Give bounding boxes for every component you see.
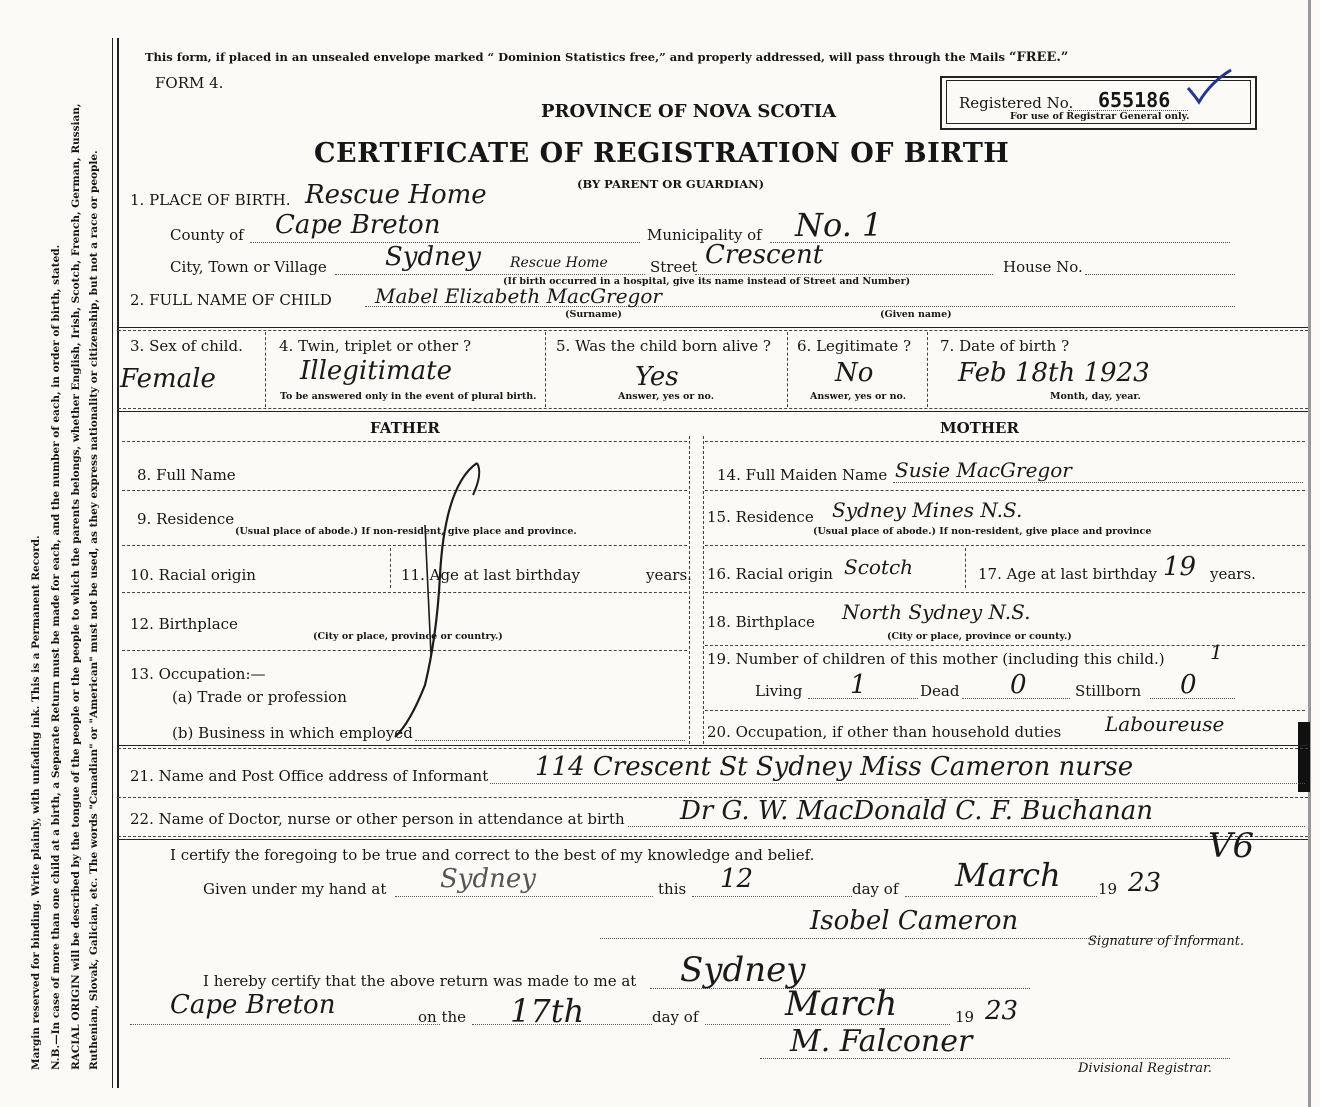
row3-top-dash [118,330,1308,331]
street-label: Street [650,258,698,276]
doctor-value: Dr G. W. MacDonald C. F. Buchanan [680,796,1153,826]
registrar-signature-label: Divisional Registrar. [1078,1061,1212,1076]
registrar-place: Sydney [680,950,806,990]
month-value: March [955,856,1061,894]
father-full-name-label: 8. Full Name [137,466,236,484]
registered-note: For use of Registrar General only. [1010,111,1190,122]
mother-racial-label: 16. Racial origin [707,565,833,583]
mail-note: This form, if placed in an unsealed envelope marked “ Dominion Statistics free,” and properly addressed, will pass through the Mails “FREE.” [145,50,1069,65]
row3-bottom-rule [118,411,1308,412]
street-value: Crescent [705,240,824,270]
year-value: 23 [1128,868,1162,898]
place-of-birth-label: 1. PLACE OF BIRTH. [130,191,291,209]
informant-signature-label: Signature of Informant. [1088,934,1245,949]
father-trade-label: (a) Trade or profession [172,688,347,706]
informant-value: 114 Crescent St Sydney Miss Cameron nurse [535,752,1134,782]
mother-rule-1 [705,490,1305,491]
mother-age-label: 17. Age at last birthday [978,565,1157,583]
certify-statement: I certify the foregoing to be true and correct to the best of my knowledge and belief. [170,846,815,864]
father-birthplace-label: 12. Birthplace [130,615,238,633]
registrar-signature: M. Falconer [790,1024,973,1059]
stillborn-label: Stillborn [1075,682,1142,700]
sex-label: 3. Sex of child. [130,337,243,355]
mother-rule-2 [705,545,1305,546]
father-heading: FATHER [370,419,440,437]
registrar-county-line [130,1024,440,1025]
city-extra: Rescue Home [510,255,608,271]
city-line [335,274,645,275]
twin-value: Illegitimate [300,356,453,386]
mother-occupation-value: Laboureuse [1105,712,1225,736]
mother-maiden-label: 14. Full Maiden Name [717,466,888,484]
registered-number: 655186 [1098,88,1171,112]
mother-occupation-label: 20. Occupation, if other than household duties [707,723,1062,741]
mother-rule-3 [705,592,1305,593]
registrar-year-prefix: 19 [955,1008,975,1026]
registrar-day: 17th [510,992,585,1030]
province-title: PROVINCE OF NOVA SCOTIA [541,101,837,122]
informant-top-rule [118,745,1308,746]
dob-value: Feb 18th 1923 [958,358,1150,388]
margin-note-4: Ruthenian, Slovak, Galician, etc. The words "Canadian" or "American" must not be used, as they express nationality or citizenship, but not a race or people. [88,150,100,1070]
given-place: Sydney [440,864,536,894]
mother-birthplace-label: 18. Birthplace [707,613,815,631]
mother-age-value: 19 [1163,552,1197,582]
mother-years-label: years. [1210,565,1256,583]
place-of-birth-value: Rescue Home [305,180,487,210]
registrar-on-label: on the [418,1008,467,1026]
house-line [1085,274,1235,275]
legit-value: No [835,358,874,388]
registrar-month: March [785,984,898,1024]
doctor-label: 22. Name of Doctor, nurse or other person in attendance at birth [130,810,625,828]
legit-label: 6. Legitimate ? [797,337,912,355]
month-line [905,896,1097,897]
mother-children-value: 1 [1210,640,1223,664]
alive-value: Yes [635,362,679,392]
margin-note-1: Margin reserved for binding. Write plainly, with unfading ink. This is a Permanent Record. [30,535,42,1070]
doctor-bottom-dash [118,836,1308,837]
row3-div-3 [787,332,788,407]
living-label: Living [755,682,803,700]
registrar-statement: I hereby certify that the above return was made to me at [203,972,637,990]
mother-age-divider [965,548,966,588]
column-divider-2 [703,436,704,744]
this-label: this [658,880,687,898]
twin-label: 4. Twin, triplet or other ? [279,337,471,355]
day-line [692,896,852,897]
row3-div-4 [927,332,928,407]
checkmark-icon [1185,66,1235,106]
municipality-value: No. 1 [795,206,883,244]
house-label: House No. [1003,258,1083,276]
father-heading-rule [122,441,687,442]
mother-racial-value: Scotch [844,555,914,579]
column-divider-1 [689,436,690,744]
mother-residence-value: Sydney Mines N.S. [832,498,1023,522]
father-occupation-label: 13. Occupation:— [130,665,266,683]
margin-rule [112,38,113,1088]
twin-note: To be answered only in the event of plural birth. [280,391,537,402]
hospital-note: (If birth occurred in a hospital, give its name instead of Street and Number) [503,276,911,287]
mother-heading-rule [705,441,1305,442]
city-label: City, Town or Village [170,258,327,276]
mother-residence-label: 15. Residence [707,508,814,526]
margin-note-2: N.B.—In case of more than one child at a birth, a Separate Return must be made for each, and the number of each, in order of birth, stated. [50,244,62,1070]
stillborn-value: 0 [1180,670,1197,700]
county-value: Cape Breton [275,210,441,240]
mother-birthplace-value: North Sydney N.S. [842,600,1031,624]
registrar-county: Cape Breton [170,990,336,1020]
certificate-title: CERTIFICATE OF REGISTRATION OF BIRTH [314,138,1010,169]
mother-maiden-line [893,482,1303,483]
dead-value: 0 [1010,670,1027,700]
alive-note: Answer, yes or no. [618,391,715,402]
municipality-label: Municipality of [647,226,762,244]
doctor-bottom-rule [118,839,1308,840]
given-name-note: (Given name) [880,309,952,320]
registered-label: Registered No. [959,94,1074,112]
surname-note: (Surname) [565,309,622,320]
form-number: FORM 4. [155,74,224,92]
mother-maiden-value: Susie MacGregor [895,458,1072,482]
row3-bottom-dash [118,408,1308,409]
dob-label: 7. Date of birth ? [940,337,1070,355]
registrar-year: 23 [985,996,1019,1026]
dob-note: Month, day, year. [1050,391,1141,402]
informant-label: 21. Name and Post Office address of Informant [130,767,489,785]
city-value: Sydney [385,242,481,272]
mother-rule-5 [705,710,1305,711]
father-age-label: 11. Age at last birthday [401,566,580,584]
right-edge [1308,0,1311,1107]
given-line [395,896,653,897]
alive-label: 5. Was the child born alive ? [556,337,771,355]
county-label: County of [170,226,244,244]
child-name-value: Mabel Elizabeth MacGregor [375,284,662,308]
binding-mark [1298,722,1310,792]
street-line [695,274,993,275]
father-years-label: years. [646,566,692,584]
mother-residence-note: (Usual place of abode.) If non-resident, give place and province [813,526,1152,537]
mother-heading: MOTHER [940,419,1019,437]
mother-birthplace-note: (City or place, province or county.) [887,631,1072,642]
day-of-label: day of [852,880,899,898]
dead-label: Dead [920,682,960,700]
informant-top-dash [118,748,1308,749]
day-value: 12 [720,864,754,894]
mother-children-label: 19. Number of children of this mother (including this child.) [707,650,1165,668]
father-strike-mark [365,455,505,745]
given-label: Given under my hand at [203,880,387,898]
v6-mark: V6 [1208,826,1255,866]
registrar-day-of-label: day of [652,1008,699,1026]
certificate-subtitle: (BY PARENT OR GUARDIAN) [577,177,765,191]
father-business-label: (b) Business in which employed [172,724,413,742]
father-racial-label: 10. Racial origin [130,566,256,584]
living-value: 1 [850,670,867,700]
year-prefix: 19 [1098,880,1118,898]
row3-top-rule [118,327,1308,328]
doctor-line [628,826,1305,827]
informant-signature: Isobel Cameron [810,906,1019,936]
father-residence-note: (Usual place of abode.) If non-resident, give place and province. [235,526,577,537]
legit-note: Answer, yes or no. [810,391,907,402]
sex-value: Female [120,364,216,394]
row3-div-2 [545,332,546,407]
margin-rule-2 [117,38,119,1088]
informant-line [490,783,1305,784]
margin-note-3: RACIAL ORIGIN will be described by the tongue of the people or the people to which the parents belongs, whether English, Irish, Scotch, French, German, Russian, [70,103,82,1070]
father-residence-label: 9. Residence [137,510,235,528]
row3-div-1 [265,332,266,407]
child-name-label: 2. FULL NAME OF CHILD [130,291,332,309]
father-birthplace-note: (City or place, province or country.) [313,631,503,642]
